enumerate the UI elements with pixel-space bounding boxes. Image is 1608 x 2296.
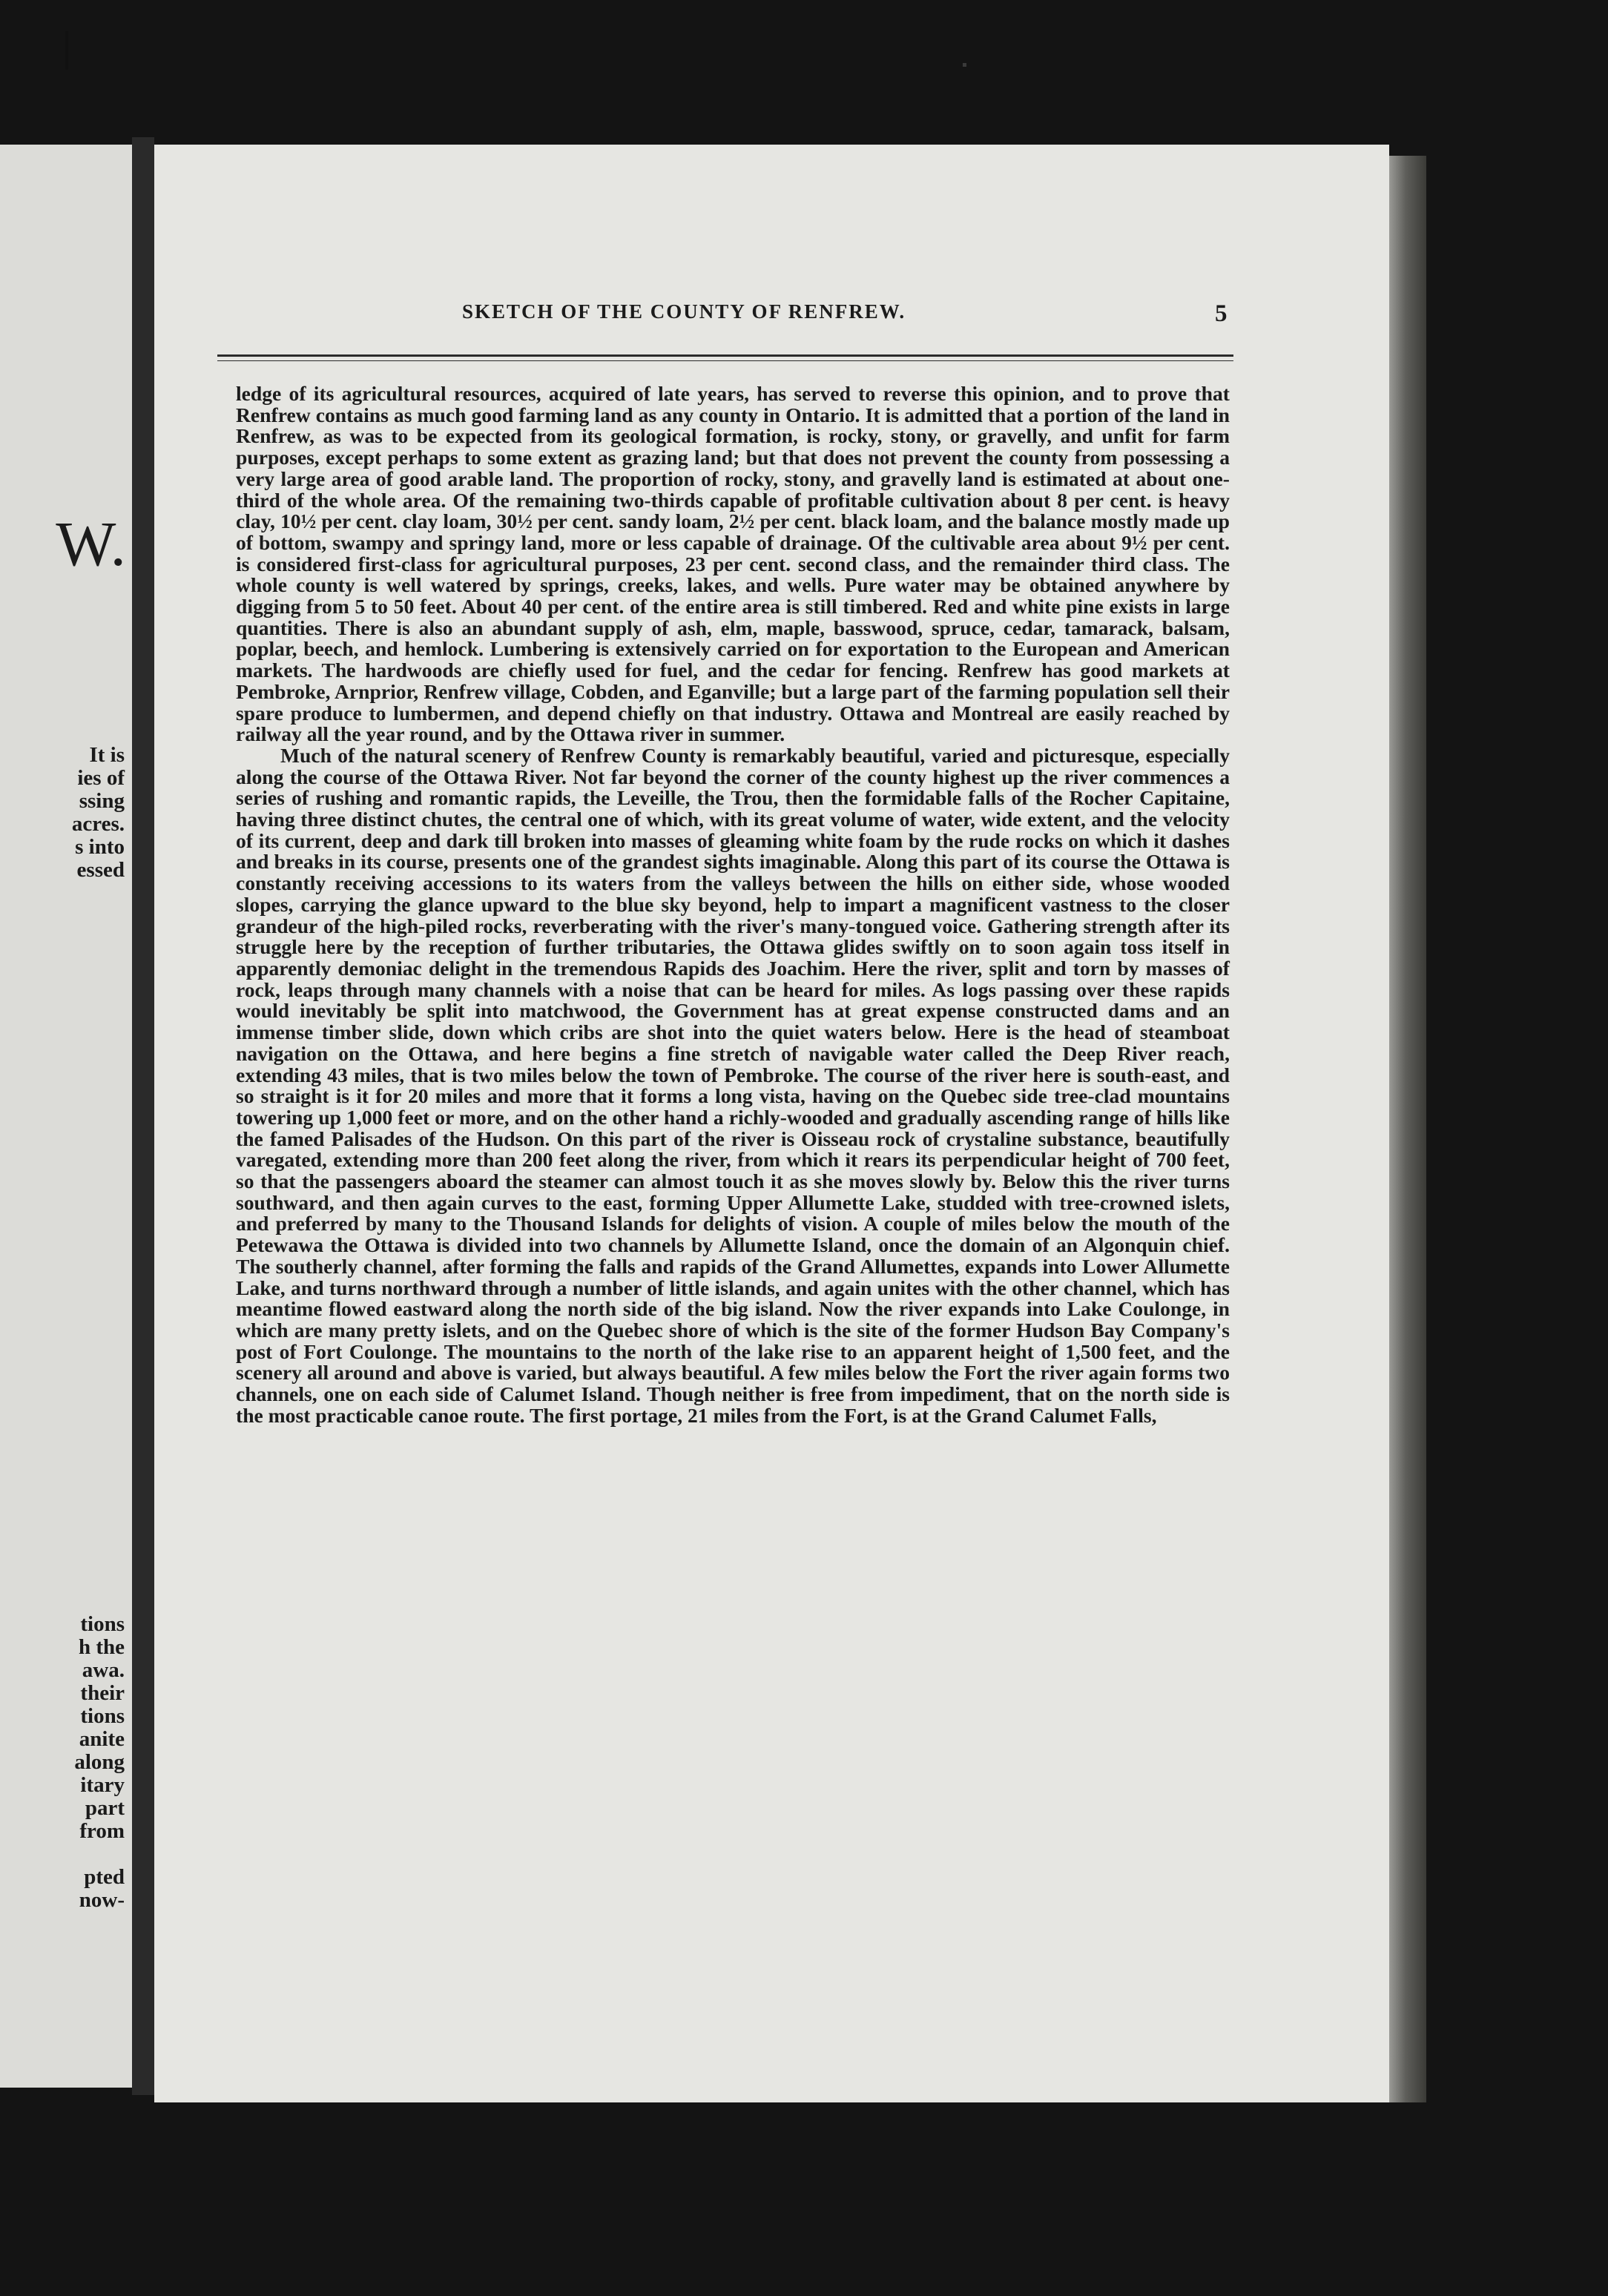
previous-page-line-fragment: awa.	[82, 1658, 125, 1682]
previous-page-line-fragment: tions	[80, 1612, 125, 1636]
previous-page-line-fragment	[74, 1843, 125, 1866]
previous-page-line-fragment: ssing	[79, 789, 125, 813]
previous-page-line-fragment: now-	[79, 1888, 125, 1912]
previous-page-line-fragment: s into	[75, 835, 125, 859]
paragraph: Much of the natural scenery of Renfrew County is remarkably beautiful, varied and picturesque, especially along the course of the Ottawa River. Not far beyond the corner of the county highest up the river commences a series of rushing and romantic rapids, the Leveille, the Trou, then the formidable falls of the Rocher Capitaine, having three distinct chutes, the central one of which, with its great volume of water, wide extent, and the velocity of its current, deep and dark till broken into masses of gleaming white foam by the rude rocks on which it dashes and breaks in its course, presents one of the grandest sights imaginable. Along this part of its course the Ottawa is constantly receiving accessions to its waters from the valleys between the hills on either side, whose wooded slopes, carrying the glance upward to the blue sky beyond, help to impart a magnificent vastness to the closer grandeur of the high-piled rocks, reverberating with the river's many-tongued voice. Gathering strength after its struggle here by the reception of further tributaries, the Ottawa glides swiftly on to soon again toss itself in apparently demoniac delight in the tremendous Rapids des Joachim. Here the river, split and torn by masses of rock, leaps through many channels with a noise that can be heard for miles. As logs passing over these rapids would inevitably be split into matchwood, the Government has at great expense constructed dams and an immense timber slide, down which cribs are shot into the quiet waters below. Here is the head of steamboat navigation on the Ottawa, and here begins a fine stretch of navigable water called the Deep River reach, extending 43 miles, that is two miles below the town of Pembroke. The course of the river here is south-east, and so straight is it for 20 miles and more that it forms a long vista, having on the Quebec side tree-clad mountains towering up 1,000 feet or more, and on the other hand a richly-wooded and gradually ascending range of hills like the famed Palisades of the Hudson. On this part of the river is Oisseau rock of crystaline substance, beautifully varegated, extending more than 200 feet along the river, from which it rears its perpendicular height of 700 feet, so that the passengers aboard the steamer can almost touch it as she moves slowly by. Below this the river turns southward, and then again curves to the east, forming Upper Allumette Lake, studded with tree-crowned islets, and preferred by many to the Thousand Islands for delights of vision. A couple of miles below the mouth of the Petewawa the Ottawa is divided into two channels by Allumette Island, once the domain of an Algonquin chief. The southerly channel, after forming the falls and rapids of the Grand Allumettes, expands into Lower Allumette Lake, and turns northward through a number of little islands, and again unites with the other channel, which has meantime flowed eastward along the north side of the big island. Now the river expands into Lake Coulonge, in which are many pretty islets, and on the Quebec shore of which is the site of the former Hudson Bay Company's post of Fort Coulonge. The mountains to the north of the lake rise to an apparent height of 1,500 feet, and the scenery all around and above is varied, but always beautiful. A few miles below the Fort the river again forms two channels, one on each side of Calumet Island. Though neither is free from impediment, that on the north side is the most practicable canoe route. The first portage, 21 miles from the Fort, is at the Grand Calumet Falls,	[236, 743, 1230, 1427]
header-rule	[217, 354, 1233, 357]
body-text	[236, 383, 1230, 1426]
previous-page-line-fragment: anite	[79, 1727, 125, 1751]
previous-page-line-fragment: from	[79, 1819, 125, 1843]
previous-page-line-fragment: tions	[80, 1704, 125, 1728]
previous-page-line-fragment: ies of	[77, 766, 125, 790]
previous-page-fragment	[0, 145, 132, 2088]
previous-page-heading-fragment: W.	[56, 508, 126, 579]
scan-mark	[963, 63, 966, 67]
book-spine	[132, 137, 154, 2095]
previous-page-line-fragment: along	[74, 1750, 125, 1774]
paragraph: ledge of its agricultural resources, acquired of late years, has served to reverse this opinion, and to prove that Renfrew contains as much good farming land as any county in Ontario. It is admitted that a portion of the land in Renfrew, as was to be expected from its geological formation, is rocky, stony, or gravelly, and unfit for farm purposes, except perhaps to some extent as grazing land; but that does not prevent the county from possessing a very large area of good arable land. The proportion of rocky, stony, and gravelly land is estimated at about one-third of the whole area. Of the remaining two-thirds capable of profitable cultivation about 8 per cent. is heavy clay, 10½ per cent. clay loam, 30½ per cent. sandy loam, 2½ per cent. black loam, and the balance mostly made up of bottom, swampy and springy land, more or less capable of drainage. Of the cultivable area about 9½ per cent. is considered first-class for agricultural purposes, 23 per cent. second class, and the remainder third class. The whole county is well watered by springs, creeks, lakes, and wells. Pure water may be obtained anywhere by digging from 5 to 50 feet. About 40 per cent. of the entire area is still timbered. Red and white pine exists in large quantities. There is also an abundant supply of ash, elm, maple, basswood, spruce, cedar, tamarack, balsam, poplar, beech, and hemlock. Lumbering is extensively carried on for exportation to the European and American markets. The hardwoods are chiefly used for fuel, and the cedar for fencing. Renfrew has good markets at Pembroke, Arnprior, Renfrew village, Cobden, and Eganville; but a large part of the farming population sell their spare produce to lumbermen, and depend chiefly on that industry. Ottawa and Montreal are easily reached by railway all the year round, and by the Ottawa river in summer.	[236, 382, 1230, 746]
previous-page-line-fragment: their	[80, 1681, 125, 1705]
previous-page-line-fragment: itary	[80, 1773, 125, 1797]
book-page	[154, 145, 1389, 2102]
page-edge	[1389, 156, 1426, 2102]
previous-page-line-fragment: acres.	[71, 812, 125, 836]
header-rule-thin	[217, 360, 1233, 361]
previous-page-line-fragment: part	[85, 1796, 125, 1820]
scan-mark	[65, 31, 68, 70]
previous-page-text-bottom	[74, 1613, 125, 1912]
page-number: 5	[1215, 300, 1229, 327]
previous-page-text-top	[72, 744, 125, 882]
running-title: SKETCH OF THE COUNTY OF RENFREW.	[462, 300, 906, 323]
previous-page-line-fragment: It is	[89, 743, 125, 767]
previous-page-line-fragment: h the	[78, 1635, 125, 1659]
previous-page-line-fragment: essed	[76, 858, 125, 882]
previous-page-line-fragment: pted	[84, 1865, 125, 1889]
